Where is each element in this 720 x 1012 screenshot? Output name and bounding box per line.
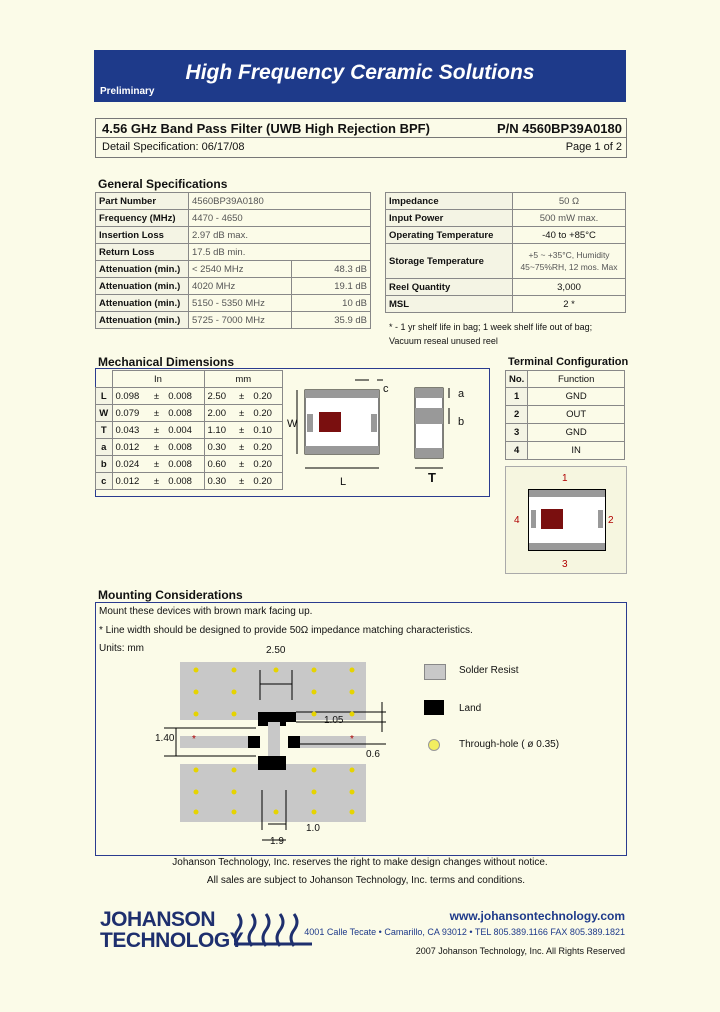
spec-value: 500 mW max.: [513, 210, 626, 227]
table-row: [386, 244, 626, 279]
column-header-mm: mm: [204, 371, 283, 388]
disclaimer: Johanson Technology, Inc. reserves the right to make design changes without notice.: [172, 857, 548, 868]
mounting-title: Mounting Considerations: [98, 588, 243, 602]
mounting-instruction: Mount these devices with brown mark facing up.: [99, 606, 313, 617]
table-header: [96, 371, 283, 388]
spec-extra: 48.3 dB: [292, 261, 371, 278]
table-row: a 0.012 ± 0.008 0.30 ± 0.20: [96, 439, 283, 456]
terminal-label-4: 4: [514, 515, 520, 526]
table-row: [386, 193, 626, 210]
legend-solder-label: Solder Resist: [459, 665, 519, 676]
company-address: 4001 Calle Tecate • Camarillo, CA 93012 • TEL 805.389.1166 FAX 805.389.1821: [304, 927, 625, 937]
spec-label: Input Power: [386, 210, 513, 227]
legend-land-swatch: [424, 700, 444, 715]
dim-0-6: 0.6: [366, 749, 380, 760]
terminal-label-1: 1: [562, 473, 568, 484]
terminal-label-3: 3: [562, 559, 568, 570]
logo-text-bottom: TECHNOLOGY: [100, 929, 244, 952]
spec-value: 2 *: [513, 296, 626, 313]
spec-label: Return Loss: [96, 244, 189, 261]
terminal-chip: [528, 489, 606, 551]
general-specs-right-table: [385, 192, 626, 313]
spec-extra: 35.9 dB: [292, 312, 371, 329]
table-row: [386, 227, 626, 244]
spec-value: 3,000: [513, 279, 626, 296]
spec-extra: 19.1 dB: [292, 278, 371, 295]
spec-label: Operating Temperature: [386, 227, 513, 244]
spec-label: Attenuation (min.): [96, 295, 189, 312]
table-row: 1 GND: [506, 388, 625, 406]
legend-land-label: Land: [459, 703, 482, 714]
disclaimer: All sales are subject to Johanson Technology, Inc. terms and conditions.: [206, 875, 526, 886]
website-link[interactable]: www.johansontechnology.com: [449, 909, 625, 923]
table-row: [96, 227, 371, 244]
table-row: [96, 261, 371, 278]
spec-label: Attenuation (min.): [96, 312, 189, 329]
column-header-in: In: [112, 371, 204, 388]
spec-value: 5725 - 7000 MHz: [189, 312, 292, 329]
legend-hole-label: Through-hole ( ø 0.35): [459, 739, 560, 750]
spec-label: Impedance: [386, 193, 513, 210]
spec-label: Part Number: [96, 193, 189, 210]
footnote: * - 1 yr shelf life in bag; 1 week shelf life out of bag;: [389, 322, 593, 332]
spec-label: Attenuation (min.): [96, 261, 189, 278]
table-row: [96, 210, 371, 227]
banner-title: High Frequency Ceramic Solutions: [185, 61, 535, 84]
spec-label: Storage Temperature: [386, 244, 513, 279]
dim-1-05: 1.05: [324, 715, 344, 726]
spec-extra: 10 dB: [292, 295, 371, 312]
spec-value: 50 Ω: [513, 193, 626, 210]
dimensions-table: [95, 370, 283, 490]
copyright: 2007 Johanson Technology, Inc. All Rights Reserved: [415, 946, 625, 956]
mechanical-dimensions-title: Mechanical Dimensions: [98, 355, 235, 369]
table-header: No. Function: [506, 371, 625, 388]
dim-label-a: a: [458, 388, 465, 400]
line-width-mark: *: [192, 734, 196, 745]
table-row: [386, 279, 626, 296]
table-row: 4 IN: [506, 442, 625, 460]
spec-value: < 2540 MHz: [189, 261, 292, 278]
table-row: T 0.043 ± 0.004 1.10 ± 0.10: [96, 422, 283, 439]
spec-value: 4020 MHz: [189, 278, 292, 295]
general-specs-title: General Specifications: [98, 177, 228, 191]
mounting-note: * Line width should be designed to provide 50Ω impedance matching characteristics.: [99, 625, 473, 636]
part-number: P/N 4560BP39A0180: [496, 121, 622, 136]
terminal-table: [505, 370, 625, 460]
spec-value: 4560BP39A0180: [189, 193, 371, 210]
dim-1-9: 1.9: [270, 836, 284, 847]
spec-value: 17.5 dB min.: [189, 244, 371, 261]
dim-1-40: 1.40: [155, 733, 175, 744]
terminal-diagram: [505, 466, 627, 574]
footnote: Vacuum reseal unused reel: [389, 336, 498, 346]
table-row: [386, 296, 626, 313]
table-row: [96, 244, 371, 261]
spec-value: +5 ~ +35°C, Humidity 45~75%RH, 12 mos. Max: [513, 244, 626, 279]
logo-text-top: JOHANSON: [100, 908, 216, 931]
dim-label-l: L: [340, 476, 347, 488]
product-title: 4.56 GHz Band Pass Filter (UWB High Rejection BPF): [102, 121, 430, 136]
page-indicator: Page 1 of 2: [565, 141, 622, 153]
dim-1-0: 1.0: [306, 823, 320, 834]
table-row: 3 GND: [506, 424, 625, 442]
table-row: [96, 193, 371, 210]
spec-label: Attenuation (min.): [96, 278, 189, 295]
spec-value: 4470 - 4650: [189, 210, 371, 227]
spec-label: Insertion Loss: [96, 227, 189, 244]
spec-label: Frequency (MHz): [96, 210, 189, 227]
dim-label-b: b: [458, 416, 465, 428]
table-row: c 0.012 ± 0.008 0.30 ± 0.20: [96, 473, 283, 490]
terminal-config-title: Terminal Configuration: [508, 356, 629, 368]
general-specs-left-table: [95, 192, 371, 329]
divider: [96, 137, 626, 138]
table-row: [96, 295, 371, 312]
dim-label-t: T: [428, 470, 436, 485]
table-row: [96, 312, 371, 329]
terminal-label-2: 2: [608, 515, 614, 526]
product-header: [95, 118, 627, 158]
spec-value: 5150 - 5350 MHz: [189, 295, 292, 312]
legend-solder-swatch: [424, 664, 446, 680]
land-pattern-drawing: [150, 640, 390, 852]
banner-subtitle: Preliminary: [100, 86, 155, 97]
header-banner: [94, 50, 626, 102]
legend-hole-icon: [428, 739, 440, 751]
table-row: L 0.098 ± 0.008 2.50 ± 0.20: [96, 388, 283, 405]
dim-label-c: c: [383, 383, 389, 395]
spec-label: MSL: [386, 296, 513, 313]
logo-wave-icon: [234, 908, 314, 950]
line-width-mark: *: [350, 734, 354, 745]
spec-value: -40 to +85°C: [513, 227, 626, 244]
dim-label-w: W: [287, 418, 298, 430]
table-row: b 0.024 ± 0.008 0.60 ± 0.20: [96, 456, 283, 473]
table-row: [386, 210, 626, 227]
spec-value: 2.97 dB max.: [189, 227, 371, 244]
units-label: Units: mm: [99, 643, 144, 654]
detail-spec: Detail Specification: 06/17/08: [102, 141, 245, 153]
table-row: 2 OUT: [506, 406, 625, 424]
table-row: W 0.079 ± 0.008 2.00 ± 0.20: [96, 405, 283, 422]
spec-label: Reel Quantity: [386, 279, 513, 296]
table-row: [96, 278, 371, 295]
dim-2-50: 2.50: [266, 645, 286, 656]
